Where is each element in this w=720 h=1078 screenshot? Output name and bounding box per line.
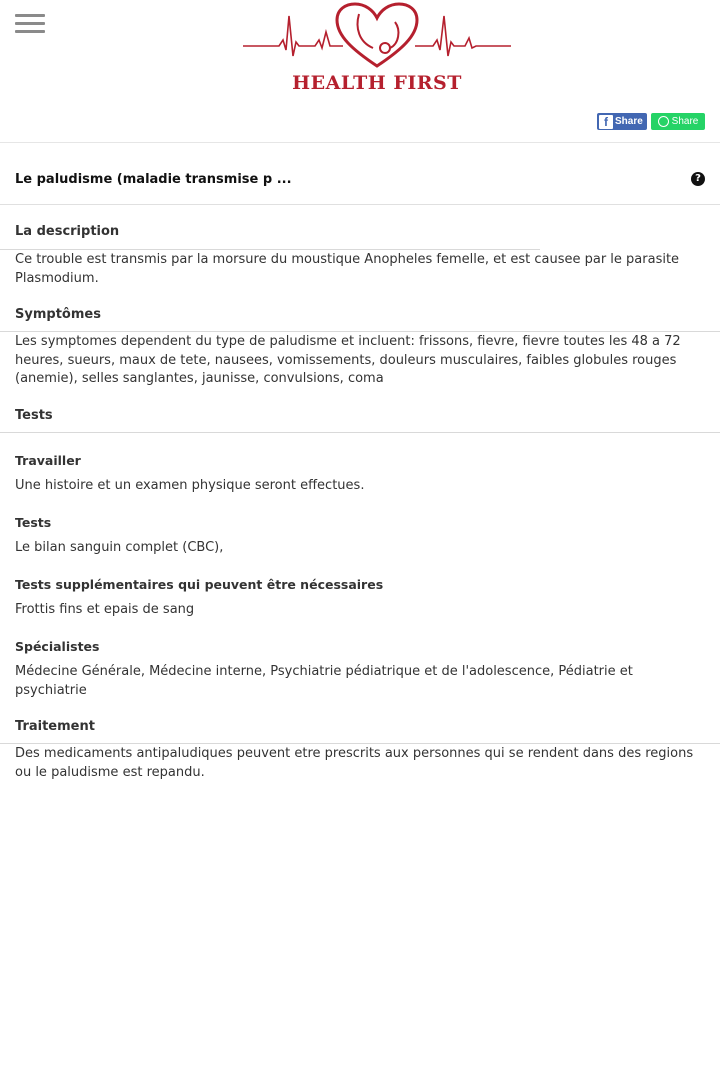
facebook-share-button[interactable]	[597, 113, 647, 130]
divider	[0, 432, 720, 433]
tests-subheading: Tests	[15, 515, 52, 530]
health-first-logo[interactable]	[243, 2, 511, 96]
facebook-share-label: Share	[615, 116, 643, 127]
work-text: Une histoire et un examen physique seront effectues.	[15, 478, 365, 493]
extra-tests-heading: Tests supplémentaires qui peuvent être nécessaires	[15, 577, 384, 592]
description-text: Ce trouble est transmis par la morsure du moustique Anopheles femelle, et est causee par le parasite Plasmodium.	[15, 252, 680, 286]
help-icon[interactable]: ?	[691, 172, 705, 186]
extra-tests-text: Frottis fins et epais de sang	[15, 602, 195, 617]
divider	[0, 331, 720, 332]
treatment-text: Des medicaments antipaludiques peuvent etre prescrits aux personnes qui se rendent dans des regions ou le paludisme est repandu.	[15, 746, 694, 780]
logo-text: HEALTH FIRST	[292, 72, 462, 94]
site-header	[0, 0, 720, 143]
page-title: Le paludisme (maladie transmise p ...	[15, 172, 292, 187]
whatsapp-share-button[interactable]	[651, 113, 705, 130]
title-bar	[0, 143, 720, 205]
work-heading: Travailler	[15, 453, 81, 468]
description-heading: La description	[15, 224, 120, 239]
tests-heading: Tests	[15, 408, 53, 423]
whatsapp-icon	[658, 116, 669, 127]
heartbeat-heart-icon	[243, 2, 511, 72]
symptoms-text: Les symptomes dependent du type de paludisme et incluent: frissons, fievre, fievre toutes les 48 a 72 heures, sueurs, maux de tete, nausees, vomissements, douleurs musculaires, faibles globules rouges (anemie), selles sanglantes, jaunisse, convulsions, coma	[15, 334, 681, 386]
divider	[0, 249, 540, 250]
whatsapp-share-label: Share	[671, 116, 699, 127]
symptoms-heading: Symptômes	[15, 307, 101, 322]
specialists-text: Médecine Générale, Médecine interne, Psychiatrie pédiatrique et de l'adolescence, Pédiatrie et psychiatrie	[15, 664, 633, 698]
menu-icon[interactable]	[15, 14, 45, 36]
facebook-icon: f	[599, 115, 613, 129]
specialists-heading: Spécialistes	[15, 639, 100, 654]
tests-text: Le bilan sanguin complet (CBC),	[15, 540, 224, 555]
divider	[0, 743, 720, 744]
treatment-heading: Traitement	[15, 719, 95, 734]
